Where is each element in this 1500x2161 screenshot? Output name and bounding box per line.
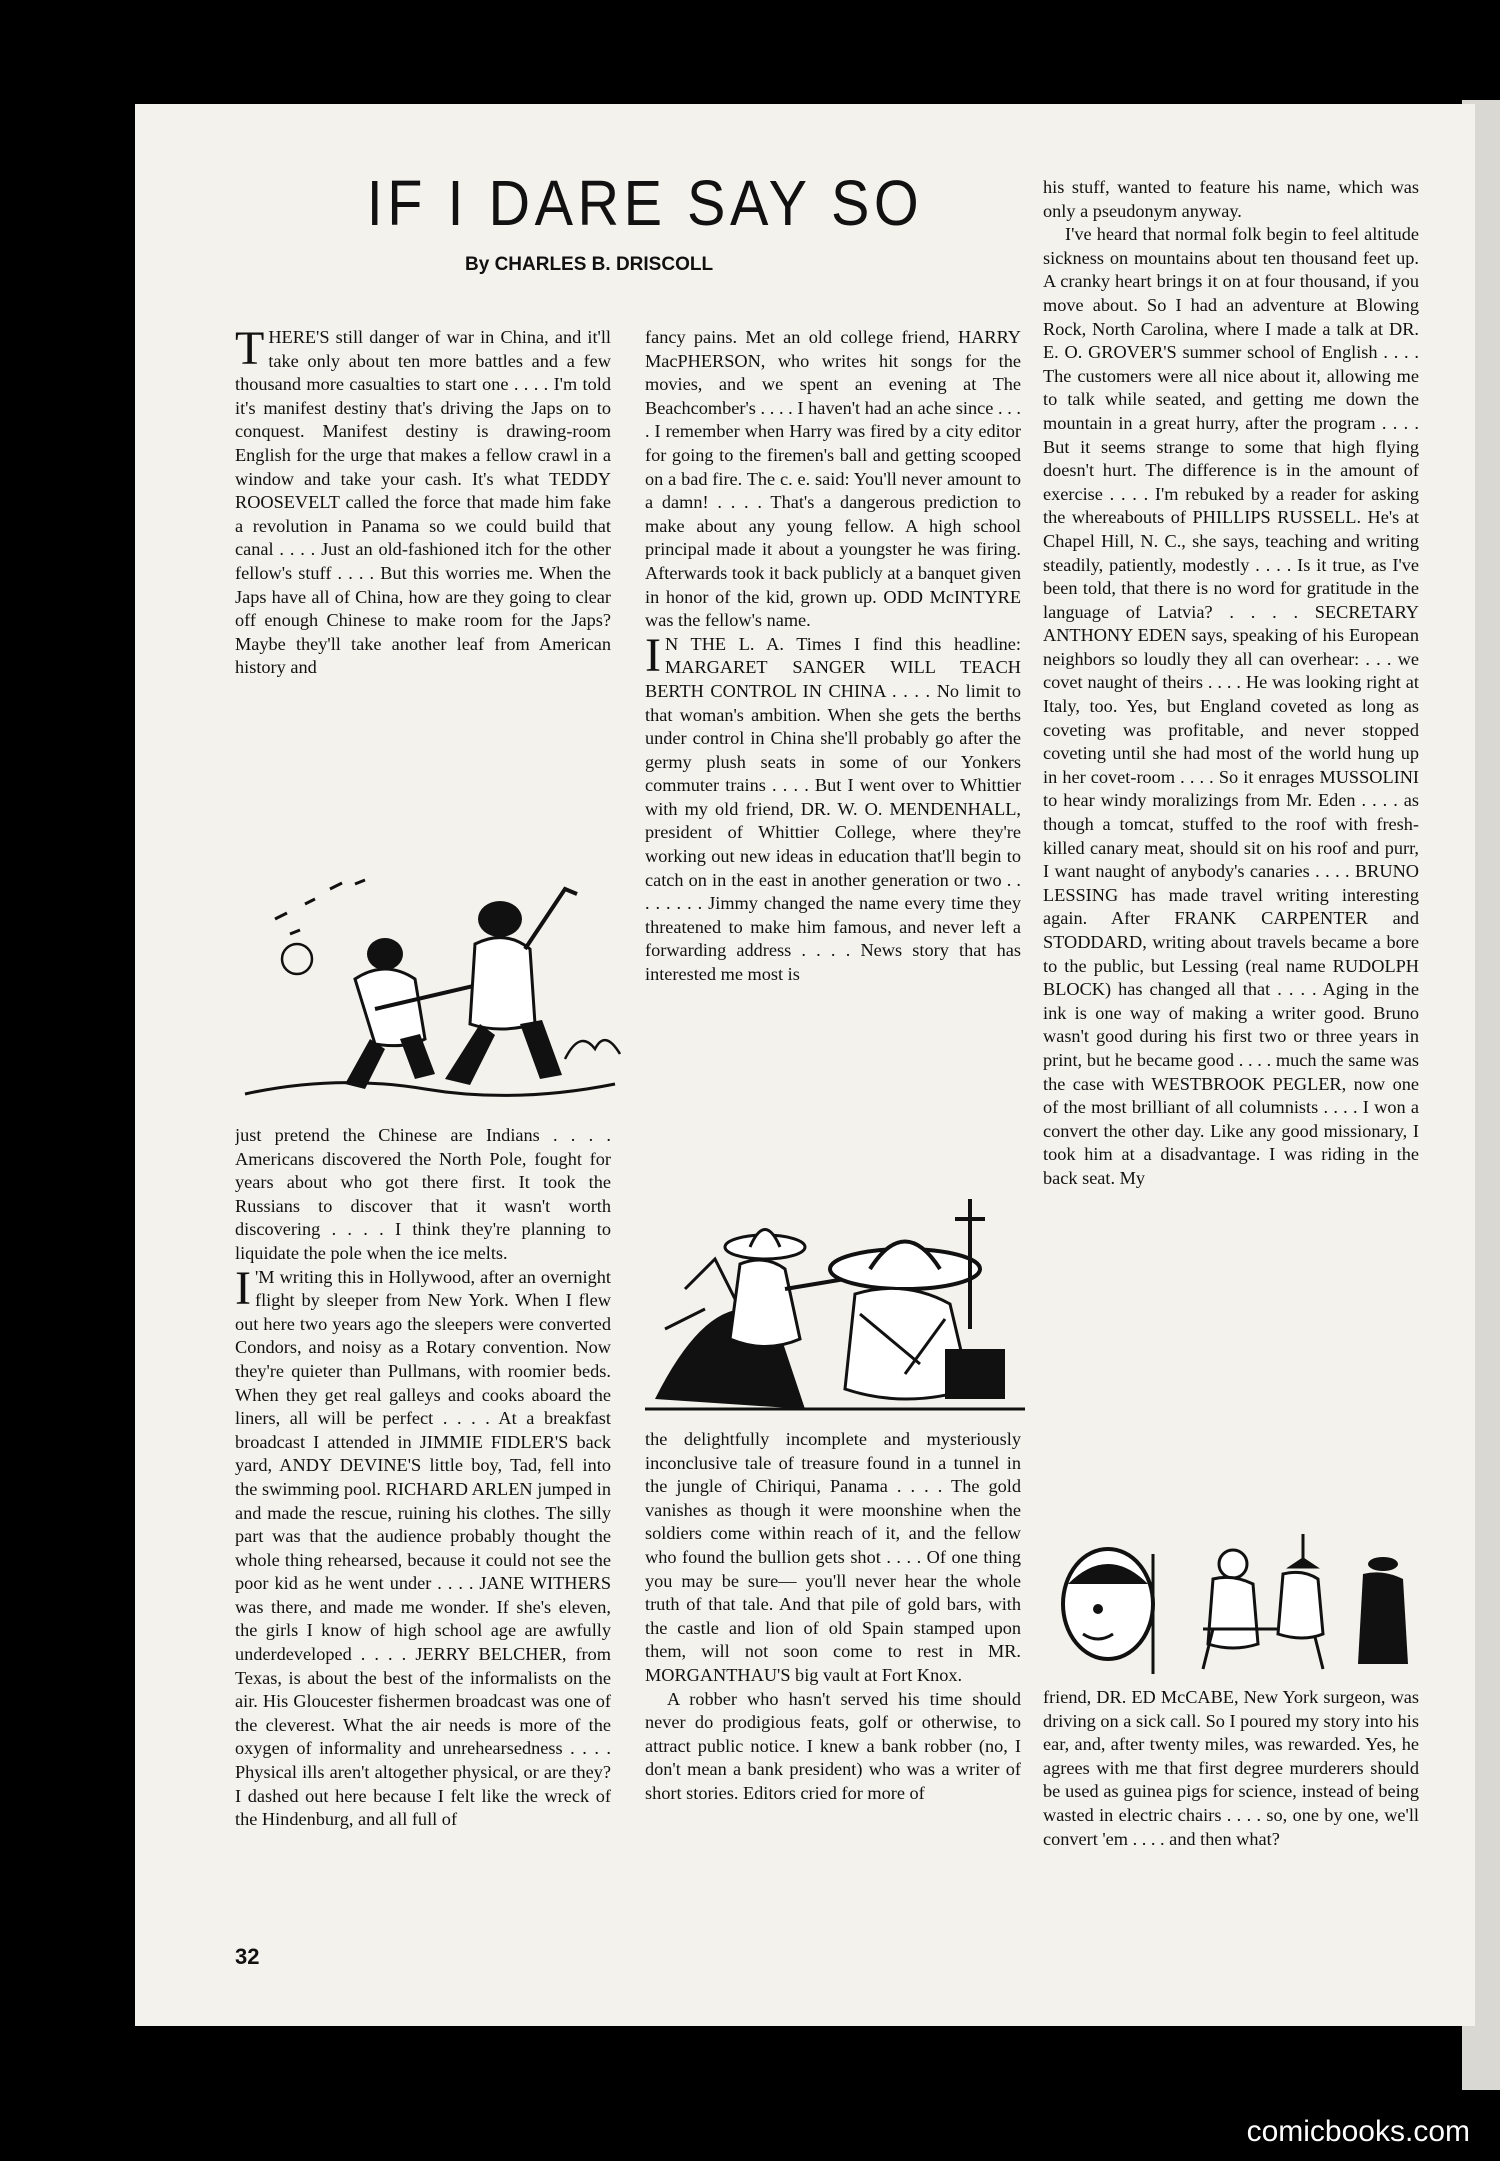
paragraph: A robber who hasn't served his time should never do prodigious feats, golf or otherwise, to attract public notice. I knew a bank robber (no, I don't mean a bank president) who was a writer of short stories. Editors cried for more of — [645, 1688, 1021, 1803]
paragraph: fancy pains. Met an old college friend, HARRY MacPHERSON, who writes hit songs for the movies, and we spent an evening at The Beachcomber's . . . . I haven't had an ache since . . . . I remember when Harry was fired by a city editor for going to the firemen's ball and getting scooped on a bad fire. The c. e. said: You'll never amount to a damn! . . . . That's a dangerous prediction to make about any young fellow. A high school principal made it about a youngster he was firing. Afterwards took it back publicly at a banquet given in honor of the kid, grown up. ODD McINTYRE was the fellow's name. — [645, 327, 1021, 631]
column-3-bottom — [1043, 1686, 1419, 1996]
paragraph: friend, DR. ED McCABE, New York surgeon, was driving on a sick call. So I poured my story into his ear, and, after twenty miles, was rewarded. Yes, he agrees with me that first degree murderers should be used as guinea pigs for science, instead of being wasted in electric chairs . . . . so, one by one, we'll convert 'em . . . . and then what? — [1043, 1687, 1419, 1849]
paragraph: the delightfully incomplete and mysteriously inconclusive tale of treasure found in a tunnel in the jungle of Chiriqui, Panama . . . . The gold vanishes as though it were moonshine when the soldiers come within reach of it, and the fellow who found the bullion gets shot . . . . Of one thing you may be sure— you'll never hear the whole truth of that tale. And that pile of gold bars, with the castle and lion of old Spain stamped upon them, will not soon come to rest in MR. MORGANTHAU'S big vault at Fort Knox. — [645, 1429, 1021, 1685]
surgery-scene-illustration — [1053, 1534, 1425, 1674]
paragraph: his stuff, wanted to feature his name, which was only a pseudonym anyway. — [1043, 177, 1419, 221]
drop-cap: T — [235, 326, 265, 375]
column-3-top — [1043, 176, 1419, 1522]
page-number: 32 — [235, 1944, 260, 1969]
paragraph: just pretend the Chinese are Indians . . . . Americans discovered the North Pole, fought for years about who got there first. It took the Russians to discover that it wasn't worth discovering . . . . I think they're planning to liquidate the pole when the ice melts. — [235, 1125, 611, 1263]
paragraph-text: N THE L. A. Times I find this headline: MARGARET SANGER WILL TEACH BERTH CONTROL IN CHINA . . . . No limit to that woman's ambition. When she gets the berths under control in China she'll probably go after the germy plush seats in some of our Yonkers commuter trains . . . . But I went over to Whittier with my old friend, DR. W. O. MENDENHALL, president of Whittier College, where they're working out new ideas in education that'll begin to catch on in the east in another generation or two . . . . . . . . Jimmy changed the name every time they threatened to make him famous, and never left a forwarding address . . . . News story that has interested me most is — [645, 633, 1021, 985]
paragraph: I've heard that normal folk begin to feel altitude sickness on mountains about ten thousand feet up. A cranky heart brings it on at four thousand, if you move about. So I had an adventure at Blowing Rock, North Carolina, where I made a talk at DR. E. O. GROVER'S summer school of English . . . . The customers were all nice about it, allowing me to talk while seated, and getting me down the mountain in a great hurry, after the program . . . . But it seems strange to some that high flying doesn't hurt. The difference is in the amount of exercise . . . . I'm rebuked by a reader for asking the whereabouts of PHILLIPS RUSSELL. He's at Chapel Hill, N. C., she says, teaching and writing steadily, patiently, modestly . . . . Is it true, as I've been told, that there is no word for gratitude in the language of Latvia? . . . . SECRETARY ANTHONY EDEN says, speaking of his European neighbors so loudly they all can overhear: . . . we covet naught of theirs . . . . He was looking right at Italy, too. Yes, but England coveted as long as coveting was profitable, and never stopped coveting until she had most of the world hung up in her covet-room . . . . So it enrages MUSSOLINI to hear windy moralizings from Mr. Eden . . . . as though a tomcat, stuffed to the roof with fresh-killed canary meat, should sit on his roof and purr, I want naught of anybody's canaries . . . . BRUNO LESSING has made travel writing interesting again. After FRANK CARPENTER and STODDARD, writing about travels became a bore to the public, but Lessing (real name RUDOLPH BLOCK) has changed all that . . . . Aging in the ink is one way of making a writer good. Bruno wasn't good during his first two or three years in print, but he became good . . . . much the same was the case with WESTBROOK PEGLER, now one of the most brilliant of all columnists . . . . I won a convert the other day. Like any good missionary, I took him at a disadvantage. I was riding in the back seat. My — [1043, 224, 1419, 1188]
soldiers-fighting-illustration — [235, 859, 625, 1114]
drop-cap: I — [235, 1261, 251, 1315]
column-1-top — [235, 326, 611, 848]
magazine-page — [135, 104, 1475, 2026]
paragraph — [645, 628, 1021, 987]
paragraph-text: 'M writing this in Hollywood, after an overnight flight by sleeper from New York. When I flew out here two years ago the sleepers were converted Condors, and noisy as a Rotary convention. Now they're quieter than Pullmans, with roomier beds. When they get real galleys and cooks aboard the liners, all will be perfect . . . . At a breakfast broadcast I attended in JIMMIE FIDLER'S back yard, ANDY DEVINE'S little boy, Tad, fell into the swimming pool. RICHARD ARLEN jumped in and made the rescue, ruining his clothes. The silly part was that the audience probably thought the whole thing rehearsed, because it could not see the poor kid as he went under . . . . JANE WITHERS was there, and made me wonder. If she's eleven, the girls I know of high school age are awfully underdeveloped . . . . JERRY BELCHER, from Texas, is about the best of the informalists on the air. His Gloucester fishermen broadcast was one of the cleverest. What the air needs is more of the oxygen of informality and unrehearsedness . . . . Physical ills aren't altogether physical, or are they? I dashed out here because I felt like the wreck of the Hindenburg, and all full of — [235, 1266, 611, 1830]
article-title: IF I DARE SAY SO — [366, 167, 924, 239]
drop-cap: I — [645, 628, 661, 682]
watermark: comicbooks.com — [1246, 2115, 1470, 2148]
article-byline: By CHARLES B. DRISCOLL — [465, 254, 714, 275]
column-2-top — [645, 326, 1021, 1190]
paragraph-text: HERE'S still danger of war in China, and it'll take only about ten more battles and a few thousand more casualties to start one . . . . I'm told it's manifest destiny that's driving the Japs on to conquest. Manifest destiny is drawing-room English for the urge that makes a fellow crawl in a window and take your cash. It's what TEDDY ROOSEVELT called the force that made him fake a revolution in Panama so we could build that canal . . . . Just an old-fashioned itch for the other fellow's stuff . . . . But this worries me. When the Japs have all of China, how are they going to clear off enough Chinese to make room for the Japs? Maybe they'll take another leaf from American history and — [235, 327, 611, 678]
paragraph — [235, 326, 611, 680]
column-2-bottom — [645, 1428, 1021, 2008]
column-1-bottom — [235, 1124, 611, 1974]
men-in-sombreros-illustration — [645, 1199, 1025, 1419]
paragraph — [235, 1261, 611, 1832]
